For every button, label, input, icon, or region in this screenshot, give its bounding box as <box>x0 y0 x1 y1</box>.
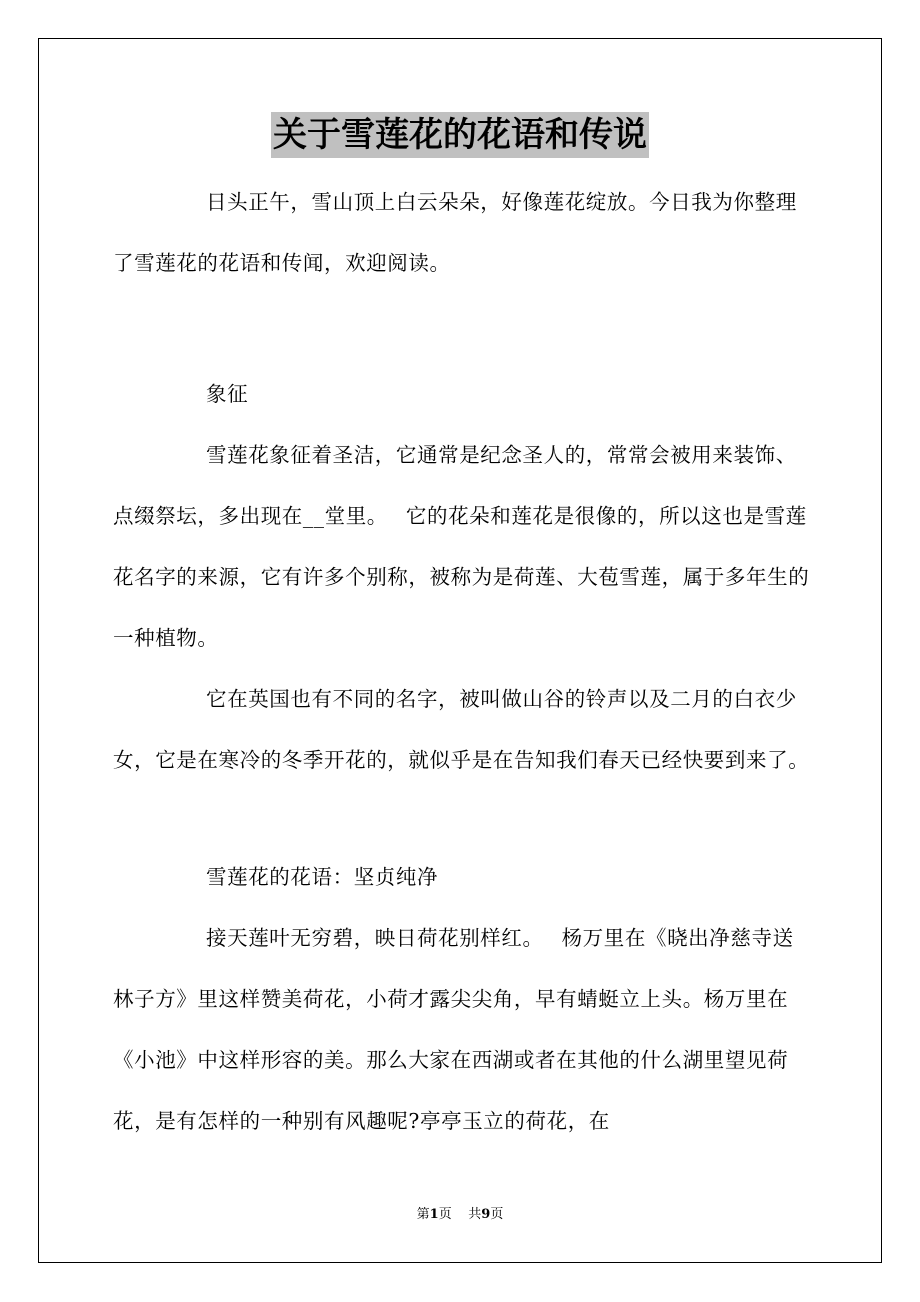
document-title <box>0 112 920 158</box>
intro-paragraph: 日头正午，雪山顶上白云朵朵，好像莲花绽放。今日我为你整理了雪莲花的花语和传闻，欢迎阅读。 <box>113 190 797 275</box>
document-title-text: 关于雪莲花的花语和传说 <box>271 112 649 158</box>
total-pages: 9 <box>481 1207 491 1222</box>
page-number: 1 <box>429 1207 439 1222</box>
total-suffix: 页 <box>490 1207 504 1222</box>
poetry-paragraph: 接天莲叶无穷碧，映日荷花别样红。 杨万里在《晓出净慈寺送林子方》里这样赞美荷花，小荷才露尖尖角，早有蜻蜓立上头。杨万里在《小池》中这样形容的美。那么大家在西湖或者在其他的什么湖里望见荷花，是有怎样的一种别有风趣呢?亭亭玉立的荷花，在 <box>113 926 794 1133</box>
page-footer <box>0 1206 920 1224</box>
total-prefix: 共 <box>468 1207 482 1222</box>
symbolism-paragraph: 雪莲花象征着圣洁，它通常是纪念圣人的，常常会被用来装饰、点缀祭坛，多出现在__堂里。 它的花朵和莲花是很像的，所以这也是雪莲花名字的来源，它有许多个别称，被称为是荷莲、大苞雪莲，属于多年生的一种植物。 <box>113 443 810 650</box>
page-prefix: 第 <box>416 1207 430 1222</box>
page-suffix: 页 <box>438 1207 452 1222</box>
flower-language-heading: 雪莲花的花语：坚贞纯净 <box>206 865 439 889</box>
section-heading-symbolism: 象征 <box>206 382 249 406</box>
england-names-paragraph: 它在英国也有不同的名字，被叫做山谷的铃声以及二月的白衣少女，它是在寒冷的冬季开花的，就似乎是在告知我们春天已经快要到来了。 <box>113 687 810 772</box>
